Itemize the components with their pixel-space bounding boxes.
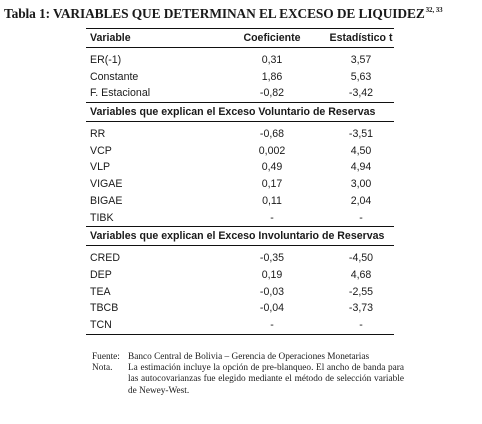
table-row [86, 143, 394, 160]
source-text: Banco Central de Bolivia – Gerencia de Operaciones Monetarias [128, 352, 370, 362]
cell-coef: 0,19 [261, 268, 283, 281]
table-title-prefix: Tabla 1: [4, 6, 50, 21]
cell-stat: 2,04 [350, 194, 372, 207]
section1-body [86, 52, 394, 102]
table-row [86, 126, 394, 143]
section3-title-row [86, 227, 394, 245]
cell-stat: - [359, 318, 363, 331]
cell-stat: - [359, 211, 363, 224]
cell-variable: ER(-1) [90, 54, 122, 66]
cell-variable: VIGAE [90, 178, 123, 191]
section3-body [86, 250, 394, 333]
cell-coef: - [270, 318, 274, 331]
cell-variable: BIGAE [90, 194, 123, 207]
cell-coef: -0,68 [259, 128, 285, 141]
bottom-rule [86, 334, 394, 335]
cell-stat: 3,57 [350, 54, 372, 66]
cell-stat: -2,55 [348, 285, 374, 298]
cell-variable: TIBK [90, 211, 114, 224]
header-coef: Coeficiente [243, 32, 301, 44]
section2-title: Variables que explican el Exceso Voluntario de Reservas [90, 106, 376, 119]
cell-stat: -3,73 [348, 302, 374, 315]
table-row [86, 284, 394, 301]
section2-title-row [86, 103, 394, 121]
table-row [86, 69, 394, 86]
method-label: Nota. [92, 363, 113, 374]
footnote-ref: 32, 33 [425, 6, 443, 14]
cell-coef: 0,31 [261, 54, 283, 66]
table-row [86, 317, 394, 334]
cell-variable: Constante [90, 70, 139, 83]
cell-variable: VCP [90, 144, 112, 157]
cell-stat: 5,63 [350, 70, 372, 83]
cell-coef: - [270, 211, 274, 224]
header-variable: Variable [90, 32, 131, 44]
cell-stat: -4,50 [348, 252, 374, 265]
cell-stat: -3,51 [348, 128, 374, 141]
cell-coef: -0,04 [259, 302, 285, 315]
section3-title: Variables que explican el Exceso Involuntario de Reservas [90, 230, 385, 243]
cell-variable: CRED [90, 252, 121, 265]
method-text: La estimación incluye la opción de pre-blanqueo. El ancho de banda para las autocovarianzas fue elegido mediante el método de selección variable de Newey-West. [128, 363, 404, 396]
table-row [86, 210, 394, 227]
table-row [86, 176, 394, 193]
table-row [86, 267, 394, 284]
section2-body [86, 126, 394, 226]
cell-variable: TCN [90, 318, 112, 331]
cell-stat: -3,42 [348, 87, 374, 100]
cell-variable: VLP [90, 161, 111, 174]
cell-variable: RR [90, 128, 106, 141]
cell-coef: 0,002 [258, 144, 286, 157]
cell-variable: TBCB [90, 302, 119, 315]
table-row [86, 159, 394, 176]
header-row [86, 29, 394, 47]
table-notes [92, 352, 404, 397]
cell-stat: 4,94 [350, 161, 372, 174]
cell-coef: 1,86 [261, 70, 283, 83]
cell-stat: 4,68 [350, 268, 372, 281]
method-note [92, 363, 404, 397]
cell-coef: -0,35 [259, 252, 285, 265]
cell-variable: DEP [90, 268, 112, 281]
cell-stat: 3,00 [350, 178, 372, 191]
table-title [4, 6, 480, 22]
header-stat: Estadístico t [329, 32, 393, 44]
table-row [86, 250, 394, 267]
cell-coef: -0,03 [259, 285, 285, 298]
table-row [86, 193, 394, 210]
source-note [92, 352, 404, 363]
cell-variable: TEA [90, 285, 111, 298]
table-row [86, 52, 394, 69]
cell-coef: 0,17 [261, 178, 283, 191]
table-title-text: VARIABLES QUE DETERMINAN EL EXCESO DE LIQUIDEZ [52, 6, 425, 21]
source-label: Fuente: [92, 352, 120, 362]
table-row [86, 300, 394, 317]
cell-coef: 0,49 [261, 161, 283, 174]
cell-stat: 4,50 [350, 144, 372, 157]
results-table [86, 28, 394, 335]
cell-coef: -0,82 [259, 87, 285, 100]
cell-coef: 0,11 [262, 194, 282, 207]
table-row [86, 85, 394, 102]
cell-variable: F. Estacional [90, 87, 151, 100]
